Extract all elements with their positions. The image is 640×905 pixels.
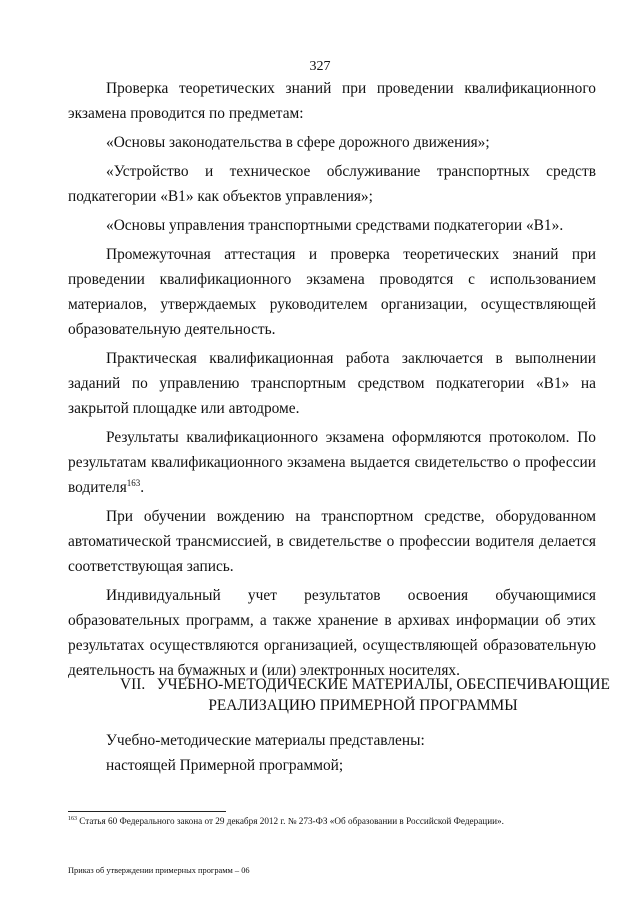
section-heading: [68, 674, 610, 716]
paragraph: «Устройство и техническое обслуживание транспортных средств подкатегории «В1» как объектов управления»;: [68, 163, 596, 205]
paragraph: Индивидуальный учет результатов освоения обучающимися образовательных программ, а также хранение в архивах информации об этих результатах осуществляются организацией, осуществляющей образовательную деятельность на бумажных и (или) электронных носителях.: [68, 587, 596, 679]
footnote-reference[interactable]: 163: [126, 477, 141, 488]
footnote-divider: [68, 811, 226, 812]
body-text: [68, 76, 596, 683]
paragraph: «Основы законодательства в сфере дорожного движения»;: [106, 134, 490, 151]
paragraph: Учебно-методические материалы представлены:: [106, 732, 425, 749]
page-number: 327: [309, 59, 331, 74]
section-heading-line1: [68, 674, 610, 695]
section-title-line1: УЧЕБНО-МЕТОДИЧЕСКИЕ МАТЕРИАЛЫ, ОБЕСПЕЧИВАЮЩИЕ: [156, 676, 610, 693]
footnote-text: Статья 60 Федерального закона от 29 декабря 2012 г. № 273-ФЗ «Об образовании в Российской Федерации».: [77, 816, 504, 826]
paragraph: Проверка теоретических знаний при проведении квалификационного экзамена проводится по предметам:: [68, 80, 596, 122]
section-title-line2: РЕАЛИЗАЦИЮ ПРИМЕРНОЙ ПРОГРАММЫ: [208, 697, 518, 714]
paragraph-with-footnote: [68, 425, 596, 500]
section-body: [68, 728, 596, 778]
page-footer: Приказ об утверждении примерных программ – 06: [68, 866, 250, 875]
footnote: [68, 816, 608, 826]
paragraph: «Основы управления транспортными средствами подкатегории «В1».: [106, 217, 564, 234]
paragraph: Промежуточная аттестация и проверка теоретических знаний при проведении квалификационного экзамена проводятся с использованием материалов, утверждаемых руководителем организации, осуществляющей образовательную деятельность.: [68, 246, 596, 338]
paragraph: При обучении вождению на транспортном средстве, оборудованном автоматической трансмиссией, в свидетельстве о профессии водителя делается соответствующая запись.: [68, 508, 596, 575]
section-number: VII.: [120, 676, 146, 693]
paragraph: настоящей Примерной программой;: [106, 757, 344, 774]
footnote-number: 163: [68, 815, 77, 822]
paragraph-end-punctuation: .: [140, 479, 145, 496]
paragraph: Практическая квалификационная работа заключается в выполнении заданий по управлению транспортным средством подкатегории «В1» на закрытой площадке или автодроме.: [68, 350, 596, 417]
paragraph-text: Результаты квалификационного экзамена оформляются протоколом. По результатам квалификационного экзамена выдается свидетельство о профессии водителя: [68, 429, 596, 496]
